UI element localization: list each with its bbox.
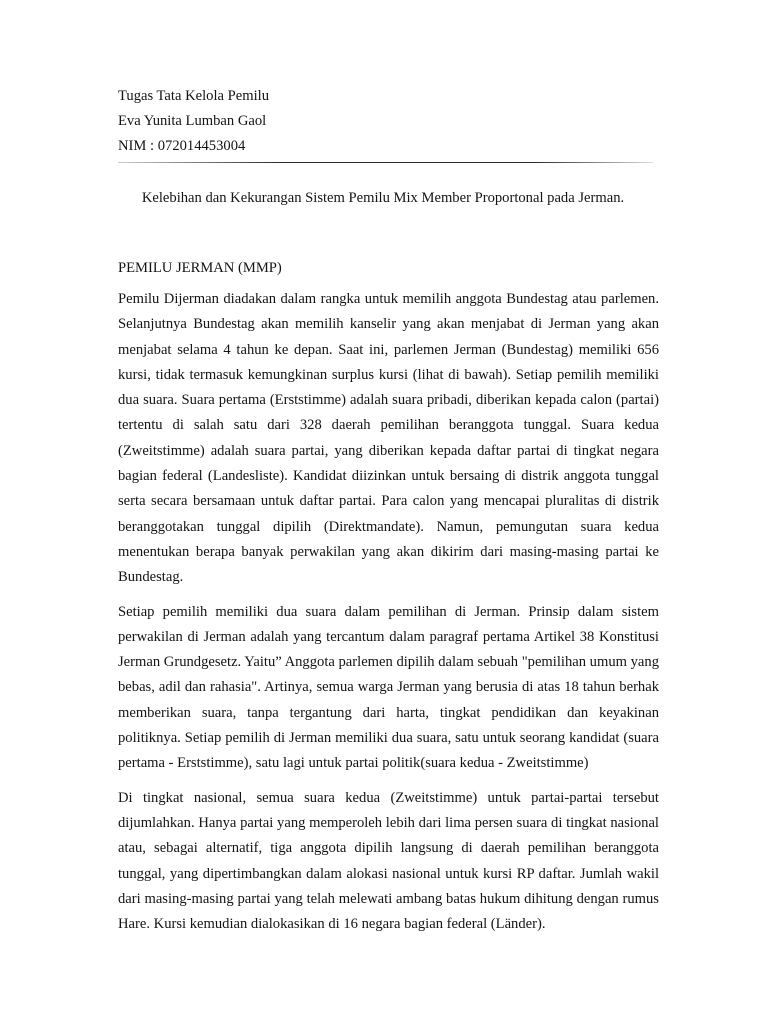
student-id: NIM : 072014453004 [118, 138, 246, 154]
section-heading: PEMILU JERMAN (MMP) [118, 260, 282, 276]
assignment-header [118, 84, 269, 159]
paragraph-2: Setiap pemilih memiliki dua suara dalam pemilihan di Jerman. Prinsip dalam sistem perwakilan di Jerman adalah yang tercantum dalam paragraf pertama Artikel 38 Konstitusi Jerman Grundgesetz. Yaitu” Anggota parlemen dipilih dalam sebuah "pemilihan umum yang bebas, adil dan rahasia". Artinya, semua warga Jerman yang berusia di atas 18 tahun berhak memberikan suara, tanpa tergantung dari harta, tingkat pendidikan dan keyakinan politiknya. Setiap pemilih di Jerman memiliki dua suara, satu untuk seorang kandidat (suara pertama - Erststimme), satu lagi untuk partai politik(suara kedua - Zweitstimme) [118, 603, 659, 772]
document-title: Kelebihan dan Kekurangan Sistem Pemilu Mix Member Proportonal pada Jerman. [141, 190, 625, 206]
course-name: Tugas Tata Kelola Pemilu [118, 88, 269, 104]
paragraph-1: Pemilu Dijerman diadakan dalam rangka untuk memilih anggota Bundestag atau parlemen. Selanjutnya Bundestag akan memilih kanselir yang akan menjabat di Jerman yang akan menjabat selama 4 tahun ke depan. Saat ini, parlemen Jerman (Bundestag) memiliki 656 kursi, tidak termasuk kemungkinan surplus kursi (lihat di bawah). Setiap pemilih memiliki dua suara. Suara pertama (Erststimme) adalah suara pribadi, diberikan kepada calon (partai) tertentu di salah satu dari 328 daerah pemilihan beranggota tunggal. Suara kedua (Zweitstimme) adalah suara partai, yang diberikan kepada daftar partai di tingkat negara bagian federal (Landesliste). Kandidat diizinkan untuk bersaing di distrik anggota tunggal serta secara bersamaan untuk daftar partai. Para calon yang mencapai pluralitas di distrik beranggotakan tunggal dipilih (Direktmandate). Namun, pemungutan suara kedua menentukan berapa banyak perwakilan yang akan dikirim dari masing-masing partai ke Bundestag. [118, 291, 659, 586]
student-name: Eva Yunita Lumban Gaol [118, 113, 267, 129]
paragraph-3: Di tingkat nasional, semua suara kedua (Zweitstimme) untuk partai-partai tersebut dijumlahkan. Hanya partai yang memperoleh lebih dari lima persen suara di tingkat nasional atau, sebagai alternatif, tiga anggota dipilih langsung di daerah pemilihan beranggota tunggal, yang dipertimbangkan dalam alokasi nasional untuk kursi RP daftar. Jumlah wakil dari masing-masing partai yang telah melewati ambang batas hukum dihitung dengan rumus Hare. Kursi kemudian dialokasikan di 16 negara bagian federal (Länder). [118, 789, 659, 933]
header-divider [118, 162, 653, 163]
body-text [118, 287, 659, 937]
